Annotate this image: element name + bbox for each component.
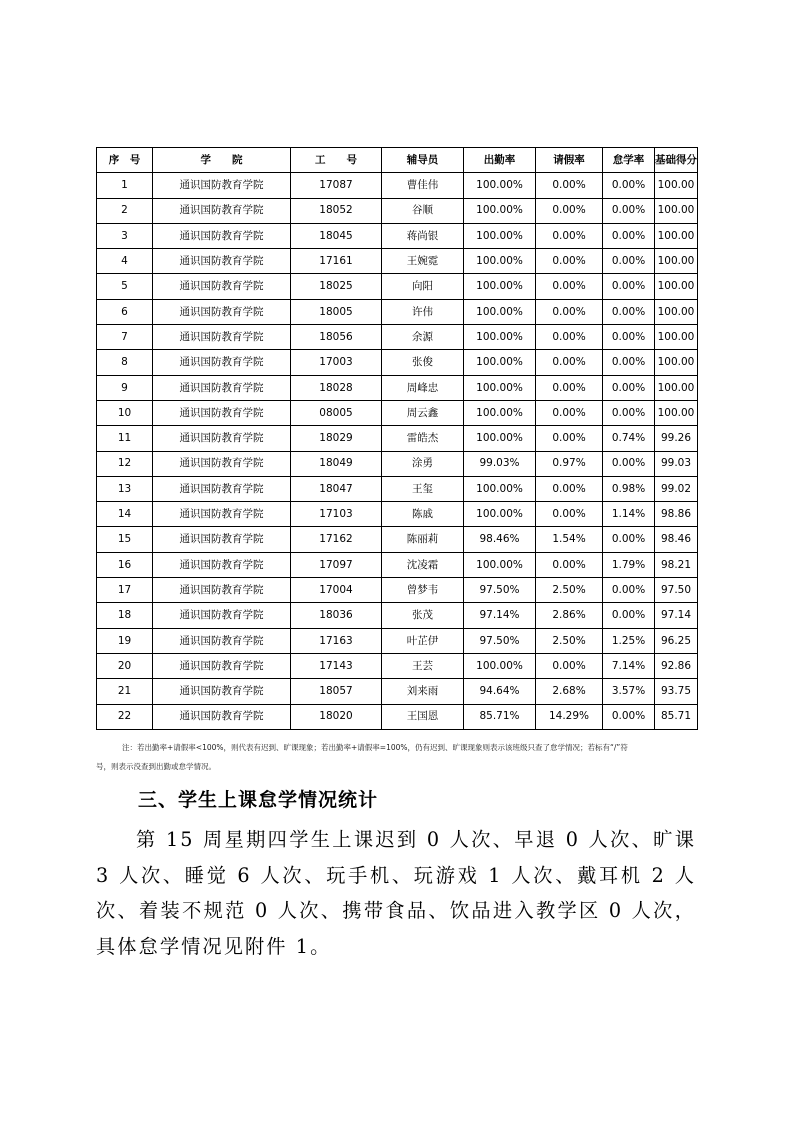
cell-counselor: 周云鑫: [382, 400, 464, 425]
table-row: [97, 274, 698, 299]
cell-staff-id: 18049: [291, 451, 382, 476]
table-row: [97, 704, 698, 729]
cell-counselor: 谷顺: [382, 198, 464, 223]
cell-counselor: 涂勇: [382, 451, 464, 476]
cell-college: 通识国防教育学院: [153, 223, 291, 248]
cell-leave-rate: 0.00%: [536, 198, 603, 223]
table-row: [97, 603, 698, 628]
cell-base-score: 98.21: [655, 552, 698, 577]
cell-truancy-rate: 7.14%: [603, 653, 655, 678]
cell-truancy-rate: 0.00%: [603, 274, 655, 299]
cell-base-score: 97.14: [655, 603, 698, 628]
cell-truancy-rate: 1.25%: [603, 628, 655, 653]
cell-base-score: 99.03: [655, 451, 698, 476]
cell-truancy-rate: 0.98%: [603, 476, 655, 501]
cell-truancy-rate: 1.79%: [603, 552, 655, 577]
table-row: [97, 552, 698, 577]
cell-attendance-rate: 100.00%: [464, 223, 536, 248]
cell-counselor: 蒋尚银: [382, 223, 464, 248]
cell-base-score: 100.00: [655, 299, 698, 324]
cell-counselor: 王芸: [382, 653, 464, 678]
cell-college: 通识国防教育学院: [153, 375, 291, 400]
cell-counselor: 沈凌霜: [382, 552, 464, 577]
cell-college: 通识国防教育学院: [153, 653, 291, 678]
cell-college: 通识国防教育学院: [153, 476, 291, 501]
table-row: [97, 451, 698, 476]
cell-index: 17: [97, 578, 153, 603]
cell-college: 通识国防教育学院: [153, 325, 291, 350]
cell-staff-id: 18028: [291, 375, 382, 400]
section-paragraph: 第 15 周星期四学生上课迟到 0 人次、早退 0 人次、旷课 3 人次、睡觉 6 人次、玩手机、玩游戏 1 人次、戴耳机 2 人次、着装不规范 0 人次、携带食品、饮品进入教学区 0 人次，具体怠学情况见附件 1。: [96, 828, 696, 958]
cell-index: 20: [97, 653, 153, 678]
cell-staff-id: 18020: [291, 704, 382, 729]
cell-base-score: 100.00: [655, 350, 698, 375]
cell-leave-rate: 0.97%: [536, 451, 603, 476]
cell-leave-rate: 14.29%: [536, 704, 603, 729]
cell-staff-id: 17004: [291, 578, 382, 603]
cell-college: 通识国防教育学院: [153, 527, 291, 552]
cell-leave-rate: 0.00%: [536, 426, 603, 451]
cell-counselor: 曾梦韦: [382, 578, 464, 603]
cell-index: 4: [97, 249, 153, 274]
cell-index: 22: [97, 704, 153, 729]
cell-base-score: 100.00: [655, 325, 698, 350]
cell-base-score: 100.00: [655, 400, 698, 425]
cell-college: 通识国防教育学院: [153, 350, 291, 375]
cell-counselor: 陈丽莉: [382, 527, 464, 552]
header-cell-attendance-rate: 出勤率: [464, 148, 536, 173]
cell-attendance-rate: 100.00%: [464, 653, 536, 678]
cell-index: 1: [97, 173, 153, 198]
cell-truancy-rate: 3.57%: [603, 679, 655, 704]
cell-counselor: 王玺: [382, 476, 464, 501]
cell-college: 通识国防教育学院: [153, 502, 291, 527]
cell-staff-id: 18005: [291, 299, 382, 324]
cell-index: 11: [97, 426, 153, 451]
cell-college: 通识国防教育学院: [153, 578, 291, 603]
cell-leave-rate: 0.00%: [536, 223, 603, 248]
cell-staff-id: 17162: [291, 527, 382, 552]
cell-base-score: 100.00: [655, 173, 698, 198]
cell-staff-id: 18029: [291, 426, 382, 451]
cell-base-score: 93.75: [655, 679, 698, 704]
cell-base-score: 98.46: [655, 527, 698, 552]
cell-leave-rate: 0.00%: [536, 476, 603, 501]
cell-index: 13: [97, 476, 153, 501]
cell-index: 21: [97, 679, 153, 704]
cell-staff-id: 18025: [291, 274, 382, 299]
cell-leave-rate: 2.50%: [536, 578, 603, 603]
table-body: [97, 173, 698, 730]
cell-leave-rate: 0.00%: [536, 350, 603, 375]
cell-attendance-rate: 85.71%: [464, 704, 536, 729]
cell-counselor: 许伟: [382, 299, 464, 324]
cell-college: 通识国防教育学院: [153, 426, 291, 451]
cell-leave-rate: 0.00%: [536, 375, 603, 400]
cell-leave-rate: 1.54%: [536, 527, 603, 552]
cell-base-score: 98.86: [655, 502, 698, 527]
cell-attendance-rate: 100.00%: [464, 400, 536, 425]
cell-base-score: 100.00: [655, 198, 698, 223]
cell-counselor: 向阳: [382, 274, 464, 299]
cell-attendance-rate: 97.50%: [464, 578, 536, 603]
cell-truancy-rate: 0.00%: [603, 249, 655, 274]
attendance-table: [96, 147, 698, 730]
cell-truancy-rate: 0.00%: [603, 223, 655, 248]
cell-base-score: 99.26: [655, 426, 698, 451]
cell-counselor: 雷皓杰: [382, 426, 464, 451]
cell-leave-rate: 0.00%: [536, 274, 603, 299]
cell-counselor: 张茂: [382, 603, 464, 628]
cell-staff-id: 17097: [291, 552, 382, 577]
cell-leave-rate: 0.00%: [536, 173, 603, 198]
table-row: [97, 653, 698, 678]
table-row: [97, 325, 698, 350]
cell-college: 通识国防教育学院: [153, 451, 291, 476]
cell-base-score: 100.00: [655, 249, 698, 274]
cell-attendance-rate: 100.00%: [464, 476, 536, 501]
cell-base-score: 99.02: [655, 476, 698, 501]
cell-truancy-rate: 0.00%: [603, 451, 655, 476]
cell-staff-id: 18056: [291, 325, 382, 350]
cell-staff-id: 17163: [291, 628, 382, 653]
header-cell-truancy-rate: 怠学率: [603, 148, 655, 173]
cell-attendance-rate: 100.00%: [464, 249, 536, 274]
cell-college: 通识国防教育学院: [153, 603, 291, 628]
cell-base-score: 92.86: [655, 653, 698, 678]
cell-attendance-rate: 100.00%: [464, 552, 536, 577]
cell-attendance-rate: 98.46%: [464, 527, 536, 552]
cell-staff-id: 18045: [291, 223, 382, 248]
cell-attendance-rate: 100.00%: [464, 299, 536, 324]
table-row: [97, 198, 698, 223]
cell-index: 8: [97, 350, 153, 375]
cell-college: 通识国防教育学院: [153, 249, 291, 274]
cell-index: 10: [97, 400, 153, 425]
cell-attendance-rate: 97.50%: [464, 628, 536, 653]
cell-truancy-rate: 0.74%: [603, 426, 655, 451]
cell-staff-id: 17003: [291, 350, 382, 375]
cell-attendance-rate: 100.00%: [464, 426, 536, 451]
cell-leave-rate: 0.00%: [536, 299, 603, 324]
cell-attendance-rate: 100.00%: [464, 173, 536, 198]
cell-staff-id: 17103: [291, 502, 382, 527]
cell-college: 通识国防教育学院: [153, 173, 291, 198]
table-row: [97, 299, 698, 324]
cell-attendance-rate: 100.00%: [464, 502, 536, 527]
cell-index: 7: [97, 325, 153, 350]
cell-base-score: 100.00: [655, 274, 698, 299]
footnote-line-1: 注：若出勤率+请假率<100%，则代表有迟到、旷课现象；若出勤率+请假率=100%，仍有迟到、旷课现象则表示该班级只查了怠学情况；若标有“/”符: [122, 743, 628, 752]
table-row: [97, 249, 698, 274]
cell-attendance-rate: 97.14%: [464, 603, 536, 628]
cell-attendance-rate: 100.00%: [464, 350, 536, 375]
cell-index: 2: [97, 198, 153, 223]
cell-leave-rate: 0.00%: [536, 552, 603, 577]
cell-attendance-rate: 94.64%: [464, 679, 536, 704]
cell-counselor: 张俊: [382, 350, 464, 375]
cell-index: 3: [97, 223, 153, 248]
cell-leave-rate: 2.50%: [536, 628, 603, 653]
cell-base-score: 100.00: [655, 375, 698, 400]
cell-college: 通识国防教育学院: [153, 198, 291, 223]
cell-index: 16: [97, 552, 153, 577]
cell-truancy-rate: 0.00%: [603, 350, 655, 375]
cell-counselor: 叶芷伊: [382, 628, 464, 653]
cell-leave-rate: 2.68%: [536, 679, 603, 704]
cell-college: 通识国防教育学院: [153, 704, 291, 729]
section-heading: 三、学生上课怠学情况统计: [138, 789, 379, 811]
table-row: [97, 375, 698, 400]
header-cell-staff-id: 工 号: [291, 148, 382, 173]
cell-staff-id: 18036: [291, 603, 382, 628]
cell-base-score: 85.71: [655, 704, 698, 729]
cell-leave-rate: 0.00%: [536, 249, 603, 274]
header-cell-index: 序 号: [97, 148, 153, 173]
cell-truancy-rate: 0.00%: [603, 704, 655, 729]
cell-staff-id: 18057: [291, 679, 382, 704]
cell-index: 6: [97, 299, 153, 324]
cell-staff-id: 17161: [291, 249, 382, 274]
table-row: [97, 527, 698, 552]
table-row: [97, 350, 698, 375]
cell-index: 14: [97, 502, 153, 527]
header-cell-base-score: 基础得分: [655, 148, 698, 173]
cell-truancy-rate: 0.00%: [603, 375, 655, 400]
table-row: [97, 426, 698, 451]
cell-index: 9: [97, 375, 153, 400]
cell-index: 19: [97, 628, 153, 653]
cell-attendance-rate: 99.03%: [464, 451, 536, 476]
cell-truancy-rate: 0.00%: [603, 325, 655, 350]
table-row: [97, 628, 698, 653]
cell-attendance-rate: 100.00%: [464, 325, 536, 350]
cell-truancy-rate: 0.00%: [603, 603, 655, 628]
cell-counselor: 周峰忠: [382, 375, 464, 400]
cell-truancy-rate: 0.00%: [603, 173, 655, 198]
cell-counselor: 曹佳伟: [382, 173, 464, 198]
cell-staff-id: 08005: [291, 400, 382, 425]
cell-college: 通识国防教育学院: [153, 552, 291, 577]
cell-truancy-rate: 1.14%: [603, 502, 655, 527]
table-row: [97, 476, 698, 501]
cell-college: 通识国防教育学院: [153, 274, 291, 299]
cell-leave-rate: 0.00%: [536, 502, 603, 527]
cell-base-score: 100.00: [655, 223, 698, 248]
cell-staff-id: 17143: [291, 653, 382, 678]
cell-college: 通识国防教育学院: [153, 628, 291, 653]
cell-truancy-rate: 0.00%: [603, 299, 655, 324]
cell-leave-rate: 2.86%: [536, 603, 603, 628]
footnote-line-2: 号，则表示没查到出勤或怠学情况。: [96, 762, 216, 771]
attendance-table-container: [96, 147, 697, 730]
cell-index: 5: [97, 274, 153, 299]
cell-base-score: 96.25: [655, 628, 698, 653]
cell-attendance-rate: 100.00%: [464, 274, 536, 299]
cell-college: 通识国防教育学院: [153, 299, 291, 324]
cell-attendance-rate: 100.00%: [464, 375, 536, 400]
cell-leave-rate: 0.00%: [536, 653, 603, 678]
cell-counselor: 王婉霓: [382, 249, 464, 274]
cell-staff-id: 18052: [291, 198, 382, 223]
cell-truancy-rate: 0.00%: [603, 400, 655, 425]
cell-staff-id: 17087: [291, 173, 382, 198]
cell-index: 18: [97, 603, 153, 628]
header-cell-college: 学 院: [153, 148, 291, 173]
header-cell-leave-rate: 请假率: [536, 148, 603, 173]
table-footnote: [96, 738, 696, 776]
table-header-row: [97, 148, 698, 173]
cell-truancy-rate: 0.00%: [603, 578, 655, 603]
cell-truancy-rate: 0.00%: [603, 527, 655, 552]
table-row: [97, 578, 698, 603]
cell-counselor: 陈戚: [382, 502, 464, 527]
cell-counselor: 余源: [382, 325, 464, 350]
table-row: [97, 400, 698, 425]
header-cell-counselor: 辅导员: [382, 148, 464, 173]
cell-attendance-rate: 100.00%: [464, 198, 536, 223]
cell-leave-rate: 0.00%: [536, 400, 603, 425]
table-row: [97, 223, 698, 248]
table-row: [97, 502, 698, 527]
cell-college: 通识国防教育学院: [153, 679, 291, 704]
cell-truancy-rate: 0.00%: [603, 198, 655, 223]
cell-counselor: 王国恩: [382, 704, 464, 729]
cell-staff-id: 18047: [291, 476, 382, 501]
cell-base-score: 97.50: [655, 578, 698, 603]
cell-college: 通识国防教育学院: [153, 400, 291, 425]
cell-index: 15: [97, 527, 153, 552]
cell-leave-rate: 0.00%: [536, 325, 603, 350]
cell-index: 12: [97, 451, 153, 476]
cell-counselor: 刘来雨: [382, 679, 464, 704]
table-row: [97, 173, 698, 198]
table-row: [97, 679, 698, 704]
